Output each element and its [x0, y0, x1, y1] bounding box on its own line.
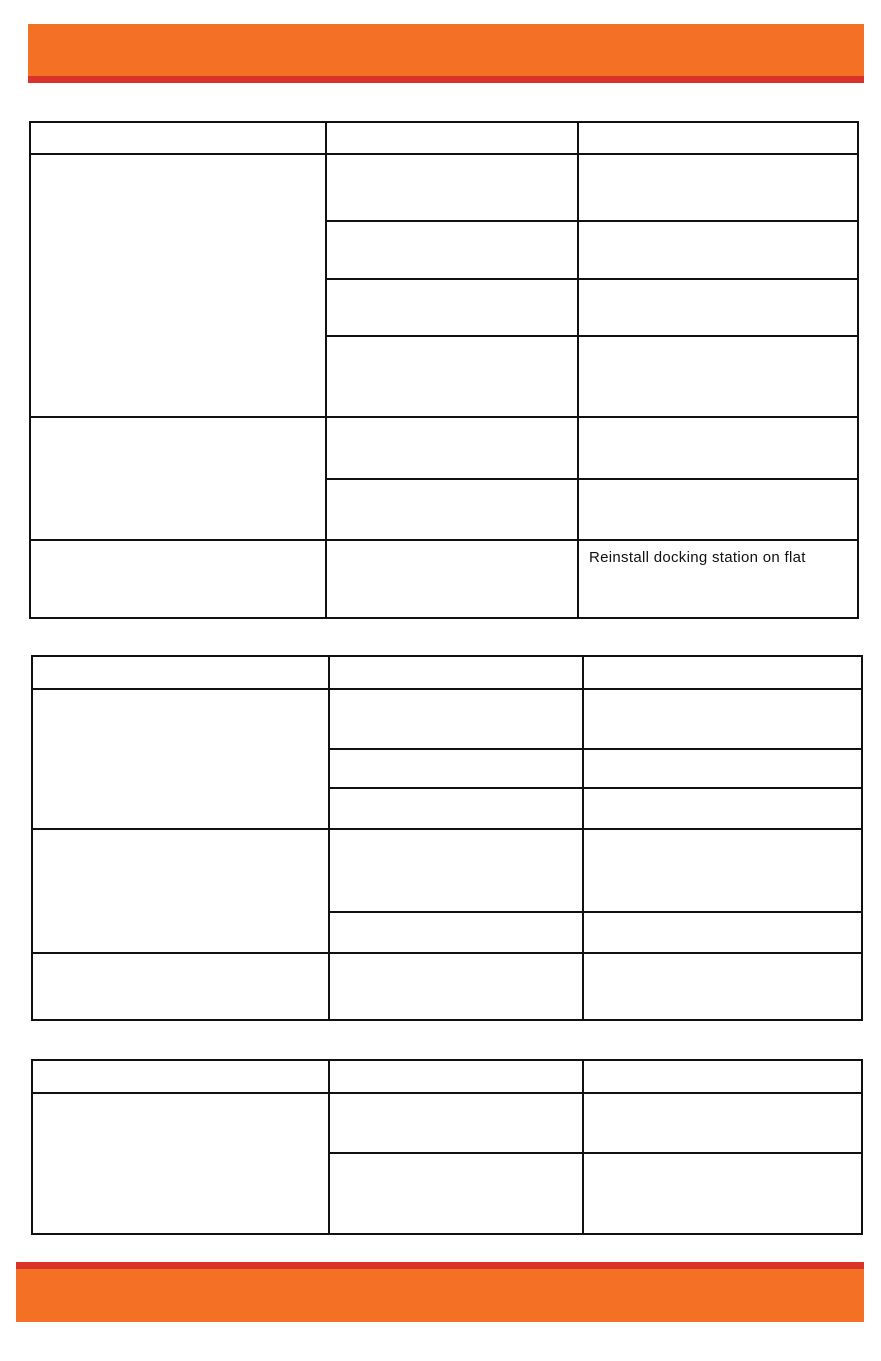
cause-cell: [329, 912, 583, 953]
table-row: [32, 689, 862, 749]
cause-cell: [329, 788, 583, 829]
table-header-row: [32, 656, 862, 689]
solution-cell: [583, 689, 862, 749]
problem-cell: [30, 417, 326, 540]
problem-cell: [32, 1093, 329, 1234]
cause-cell: [326, 336, 578, 417]
solution-cell: [583, 1093, 862, 1153]
header-cell-solution: [578, 122, 858, 154]
cause-cell: [326, 279, 578, 336]
troubleshooting-table-3: [31, 1059, 863, 1235]
cause-cell: [326, 479, 578, 540]
solution-cell: [583, 829, 862, 912]
header-cell-cause: [326, 122, 578, 154]
table-row: [32, 1093, 862, 1153]
header-cell-solution: [583, 656, 862, 689]
table-row: [30, 154, 858, 221]
header-cell-problem: [32, 656, 329, 689]
solution-cell: [578, 221, 858, 279]
solution-cell: [583, 1153, 862, 1234]
table-row: [30, 540, 858, 618]
solution-cell: [583, 953, 862, 1020]
problem-cell: [32, 953, 329, 1020]
cause-cell: [329, 829, 583, 912]
solution-cell: [578, 154, 858, 221]
table-row: [30, 417, 858, 479]
header-cell-cause: [329, 1060, 583, 1093]
solution-cell: [583, 788, 862, 829]
problem-cell: [30, 540, 326, 618]
solution-cell: [578, 279, 858, 336]
cause-cell: [329, 749, 583, 788]
cause-cell: [329, 1153, 583, 1234]
header-cell-problem: [30, 122, 326, 154]
header-cell-solution: [583, 1060, 862, 1093]
table-header-row: [32, 1060, 862, 1093]
table-row: [32, 829, 862, 912]
table-row: [32, 953, 862, 1020]
troubleshooting-table-2: [31, 655, 863, 1021]
solution-cell: [578, 417, 858, 479]
table-header-row: [30, 122, 858, 154]
cause-cell: [326, 417, 578, 479]
solution-cell: [578, 479, 858, 540]
solution-cell: [583, 912, 862, 953]
cause-cell: [326, 154, 578, 221]
header-cell-problem: [32, 1060, 329, 1093]
cause-cell: [326, 221, 578, 279]
cause-cell: [329, 1093, 583, 1153]
cause-cell: [329, 689, 583, 749]
problem-cell: [32, 829, 329, 953]
footer-band: [16, 1262, 864, 1322]
problem-cell: [32, 689, 329, 829]
header-cell-cause: [329, 656, 583, 689]
problem-cell: [30, 154, 326, 417]
cause-cell: [326, 540, 578, 618]
cause-cell: [329, 953, 583, 1020]
troubleshooting-table-1: [29, 121, 859, 619]
solution-cell: [583, 749, 862, 788]
solution-cell: Reinstall docking station on flat: [578, 540, 858, 618]
header-band: [28, 24, 864, 83]
solution-cell: [578, 336, 858, 417]
